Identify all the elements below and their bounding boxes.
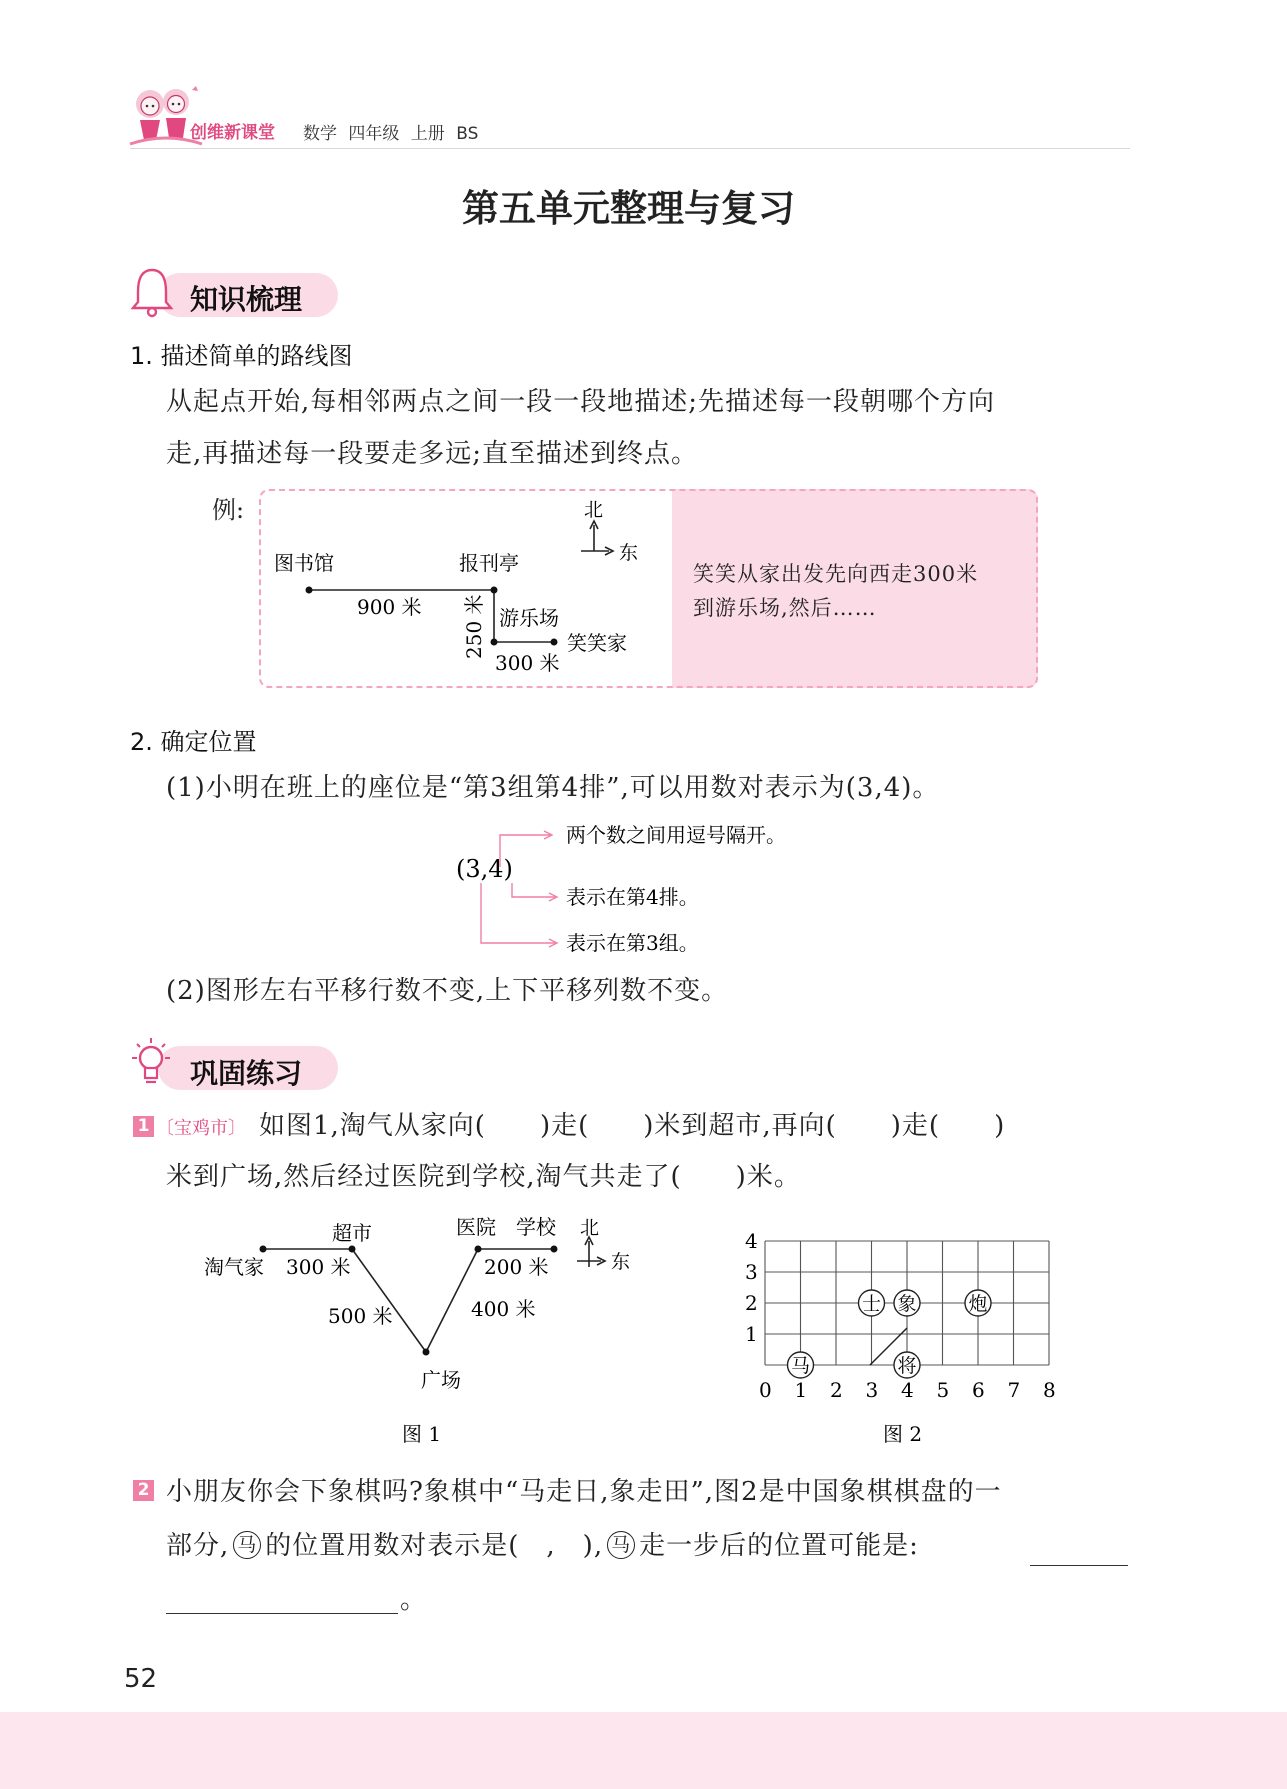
question-1-line1: 如图1,淘气从家向( )走( )米到超市,再向( )走( ) — [259, 1111, 1006, 1141]
page-title: 第五单元整理与复习 — [462, 187, 795, 230]
chess-piece-label-ma: 马 — [790, 1355, 811, 1377]
pair-label: (3,4) — [456, 855, 513, 883]
question-2-line1: 小朋友你会下象棋吗?象棋中“马走日,象走田”,图2是中国象棋棋盘的一 — [166, 1477, 1002, 1507]
map-label-park: 游乐场 — [499, 606, 559, 630]
example-label: 例: — [212, 496, 245, 524]
question-2-part-a: 部分, — [166, 1531, 230, 1561]
y-tick-label: 2 — [745, 1291, 758, 1315]
fig2-caption: 图 2 — [883, 1422, 923, 1446]
fig1-north: 北 — [580, 1217, 600, 1239]
bell-icon — [130, 266, 174, 318]
x-tick-label: 8 — [1043, 1378, 1056, 1402]
map-label-home: 笑笑家 — [567, 631, 627, 655]
header-divider — [130, 148, 1130, 149]
pair-diagram — [440, 815, 860, 965]
item1-line1: 从起点开始,每相邻两点之间一段一段地描述;先描述每一段朝哪个方向 — [166, 387, 996, 417]
x-tick-label: 6 — [972, 1378, 985, 1402]
ma-piece-icon: 马 — [233, 1531, 261, 1559]
fig1-d200: 200 米 — [484, 1255, 549, 1279]
chess-piece-label-xiang: 象 — [897, 1293, 917, 1315]
chess-piece-label-jiang: 将 — [897, 1355, 917, 1377]
section-knowledge-label: 知识梳理 — [190, 283, 303, 316]
item1-line2: 走,再描述每一段要走多远;直至描述到终点。 — [166, 439, 699, 469]
x-tick-label: 7 — [1007, 1378, 1021, 1402]
fig1-east: 东 — [611, 1251, 631, 1273]
question-2-part-b: 的位置用数对表示是( , ), — [265, 1531, 604, 1561]
question-2-line2 — [166, 1520, 919, 1572]
y-tick-label: 4 — [745, 1229, 758, 1253]
x-tick-label: 2 — [830, 1378, 843, 1402]
example-text-1: 笑笑从家出发先向西走300米 — [693, 562, 979, 586]
note-row: 表示在第4排。 — [566, 885, 699, 909]
map-dist-300: 300 米 — [495, 651, 560, 675]
question-2-end: 。 — [400, 1585, 428, 1615]
x-tick-label: 0 — [759, 1378, 772, 1402]
route-map — [259, 489, 672, 688]
fig1-square: 广场 — [421, 1368, 461, 1392]
fig1-d400: 400 米 — [471, 1297, 536, 1321]
compass-east: 东 — [619, 542, 639, 564]
figure-1-route — [196, 1205, 656, 1445]
brand-name: 创维新课堂 — [190, 123, 275, 143]
fig1-home: 淘气家 — [204, 1255, 264, 1279]
map-dist-900: 900 米 — [357, 595, 422, 619]
chess-piece-label-shi: 士 — [861, 1293, 882, 1315]
compass-north: 北 — [584, 499, 604, 521]
question-1-number: 1 — [133, 1116, 154, 1137]
item2-title: 2. 确定位置 — [130, 728, 257, 756]
x-tick-label: 3 — [865, 1378, 879, 1402]
ma-piece-icon-2: 马 — [607, 1531, 635, 1559]
x-tick-label: 4 — [901, 1378, 914, 1402]
fig1-caption: 图 1 — [402, 1422, 442, 1445]
y-tick-label: 1 — [745, 1322, 758, 1346]
example-text-2: 到游乐场,然后…… — [693, 596, 877, 620]
answer-blank-2[interactable] — [166, 1613, 398, 1614]
question-2-number: 2 — [133, 1480, 154, 1501]
question-2-part-c: 走一步后的位置可能是: — [639, 1531, 919, 1561]
item2-line2: (2)图形左右平移行数不变,上下平移列数不变。 — [166, 976, 729, 1006]
map-dist-250: 250 米 — [462, 594, 486, 659]
page-number: 52 — [124, 1664, 158, 1694]
question-1-source-tag: 〔宝鸡市〕 — [156, 1118, 246, 1139]
y-tick-label: 3 — [745, 1260, 758, 1284]
fig1-d300: 300 米 — [286, 1255, 351, 1279]
x-tick-label: 5 — [936, 1378, 950, 1402]
fig1-hospital: 医院 — [456, 1215, 496, 1239]
note-comma: 两个数之间用逗号隔开。 — [566, 823, 786, 847]
x-tick-label: 1 — [794, 1378, 808, 1402]
answer-blank-1[interactable] — [1030, 1565, 1128, 1566]
chess-piece-label-pao: 炮 — [968, 1293, 988, 1315]
map-label-kiosk: 报刊亭 — [459, 551, 519, 575]
fig1-school: 学校 — [516, 1215, 556, 1239]
lightbulb-icon — [128, 1036, 174, 1092]
figure-2-chessboard — [745, 1210, 1075, 1450]
book-info: 数学 四年级 上册 BS — [303, 124, 479, 144]
item2-line1: (1)小明在班上的座位是“第3组第4排”,可以用数对表示为(3,4)。 — [166, 773, 940, 803]
map-label-library: 图书馆 — [274, 551, 334, 575]
question-1-line2: 米到广场,然后经过医院到学校,淘气共走了( )米。 — [166, 1162, 801, 1192]
item1-title: 1. 描述简单的路线图 — [130, 342, 353, 370]
fig1-market: 超市 — [332, 1221, 372, 1245]
footer-band — [0, 1712, 1287, 1789]
section-practice-label: 巩固练习 — [190, 1057, 303, 1090]
note-column: 表示在第3组。 — [566, 931, 699, 955]
fig1-d500: 500 米 — [328, 1304, 393, 1328]
